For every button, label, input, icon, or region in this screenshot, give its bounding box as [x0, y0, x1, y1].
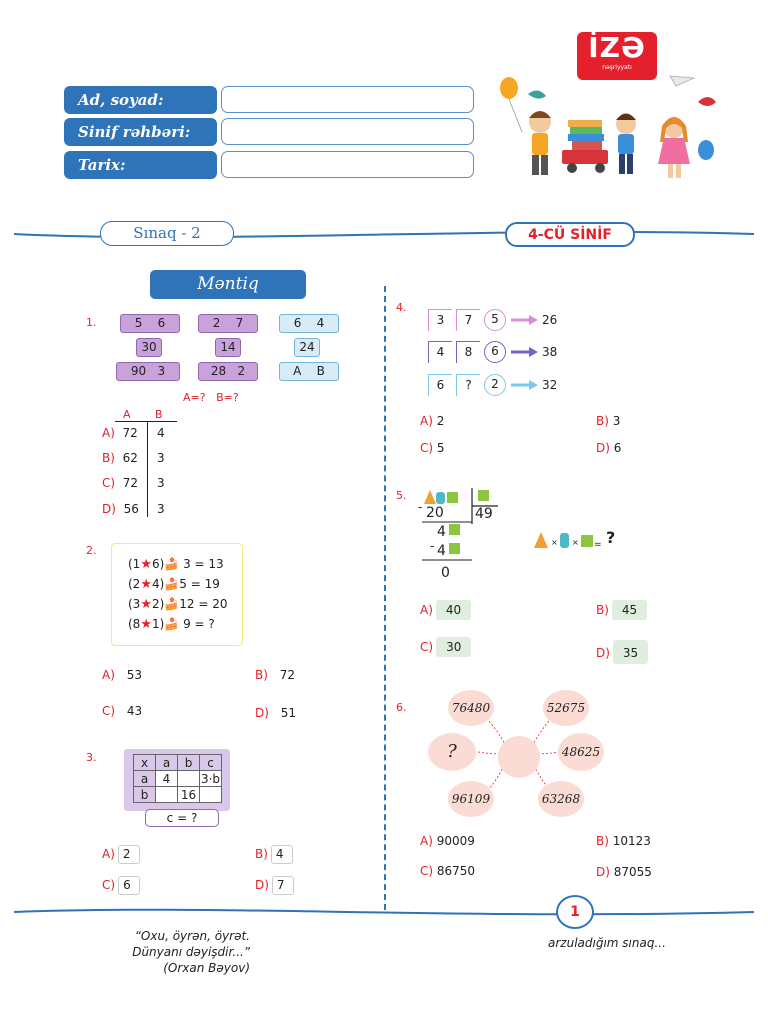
- logo-brand: İZƏ: [588, 31, 646, 64]
- q5-question: ?: [606, 528, 616, 547]
- q1-tile-bottom: 90 3: [116, 362, 180, 381]
- cylinder-icon: [560, 533, 569, 548]
- q6-blob: 76480: [448, 690, 494, 726]
- q4-option-a[interactable]: A) 2: [420, 414, 445, 428]
- logo-tagline: nəşriyyatı: [602, 64, 632, 71]
- svg-text:×: ×: [551, 538, 558, 547]
- q1-col-b: B: [155, 408, 163, 421]
- q1-tile-top: 6 4: [279, 314, 339, 333]
- arrow-right-icon: [511, 314, 539, 326]
- q1-tile-mid: 30: [136, 338, 162, 357]
- question-4-number: 4.: [396, 301, 407, 314]
- q2-option-a[interactable]: A) 53: [102, 666, 147, 685]
- star-icon: ★: [140, 577, 152, 592]
- footer-wave-line: [14, 900, 754, 926]
- q3-table: x a b c a 4 3·b b 16: [133, 754, 222, 803]
- q1-tile-mid: 24: [294, 338, 320, 357]
- q6-blob: 63268: [538, 781, 584, 817]
- q6-blob: 96109: [448, 781, 494, 817]
- name-label: Ad, soyad:: [64, 86, 217, 114]
- q5-remainder: 0: [441, 565, 450, 581]
- class-teacher-field[interactable]: [221, 118, 474, 145]
- q5-step1: 4: [437, 524, 446, 540]
- pyramid-icon: [534, 532, 548, 548]
- footer-quote: “Oxu, öyrən, öyrət. Dünyanı dəyişdir...” (Orxan Bəyov): [132, 929, 250, 975]
- question-6-number: 6.: [396, 701, 407, 714]
- q1-table-vline: [147, 421, 148, 517]
- q5-divisor: 49: [475, 506, 493, 522]
- date-field[interactable]: [221, 151, 474, 178]
- q4-cell: 4: [428, 341, 452, 363]
- q5-option-c[interactable]: C) 30: [420, 637, 471, 657]
- q5-option-d[interactable]: D) 35: [596, 640, 648, 664]
- q3-option-c[interactable]: C) 6: [102, 876, 140, 895]
- q2-option-c[interactable]: C) 43: [102, 702, 147, 721]
- footer-tagline: arzuladığım sınaq...: [548, 936, 666, 950]
- q4-cell: 6: [428, 374, 452, 396]
- q1-option-c[interactable]: C) 72: [102, 476, 138, 490]
- q2-option-b[interactable]: B) 72: [255, 666, 300, 685]
- star-icon: ★: [140, 597, 152, 612]
- q1-option-d-b: 3: [157, 502, 165, 516]
- q2-line: (1★6)🍰 3 = 13: [128, 557, 224, 572]
- section-title: Məntiq: [150, 270, 306, 299]
- q4-circle: 2: [484, 374, 506, 396]
- q4-option-b[interactable]: B) 3: [596, 414, 621, 428]
- q1-tile-bottom: 28 2: [198, 362, 258, 381]
- q3-option-d[interactable]: D) 7: [255, 876, 294, 895]
- q6-option-c[interactable]: C) 86750: [420, 864, 476, 878]
- question-5-number: 5.: [396, 489, 407, 502]
- name-field[interactable]: [221, 86, 474, 113]
- q1-option-d[interactable]: D) 56: [102, 502, 139, 516]
- question-1-number: 1.: [86, 316, 97, 329]
- q4-result: 38: [542, 345, 558, 359]
- q4-cell: ?: [456, 374, 480, 396]
- q1-tile-top: 5 6: [120, 314, 180, 333]
- test-name-pill: [100, 221, 234, 246]
- q3-table-card: [124, 749, 230, 811]
- q5-division-figure: [418, 484, 502, 584]
- date-label: Tarix:: [64, 151, 217, 179]
- q4-cell: 3: [428, 309, 452, 331]
- q2-line: (3★2)🍰12 = 20: [128, 597, 228, 612]
- q4-result: 26: [542, 313, 558, 327]
- q1-tile-top: 2 7: [198, 314, 258, 333]
- cube-icon: [581, 535, 593, 547]
- q5-option-b[interactable]: B) 45: [596, 600, 647, 620]
- question-3-number: 3.: [86, 751, 97, 764]
- arrow-right-icon: [511, 346, 539, 358]
- grade-pill: [505, 222, 635, 247]
- q5-shapes-product: [531, 528, 611, 552]
- q6-blob: 52675: [543, 690, 589, 726]
- q1-option-a-b: 4: [157, 426, 165, 440]
- q6-center-blob: [498, 736, 540, 778]
- q4-result: 32: [542, 378, 558, 392]
- class-teacher-label: Sinif rəhbəri:: [64, 118, 217, 146]
- q3-option-b[interactable]: B) 4: [255, 845, 293, 864]
- children-illustration: [492, 72, 722, 188]
- q1-col-a: A: [123, 408, 131, 421]
- q5-dividend: 20: [426, 505, 444, 521]
- q6-blob-unknown: ?: [428, 733, 476, 771]
- question-2-number: 2.: [86, 544, 97, 557]
- svg-text:=: =: [594, 540, 602, 550]
- q6-blob: 48625: [558, 733, 604, 771]
- q4-option-c[interactable]: C) 5: [420, 441, 445, 455]
- q2-option-d[interactable]: D) 51: [255, 704, 301, 723]
- q4-cell: 8: [456, 341, 480, 363]
- cake-icon: 🍰: [164, 557, 180, 571]
- test-name: Sınaq - 2: [133, 224, 201, 242]
- q2-line: (2★4)🍰5 = 19: [128, 577, 220, 592]
- svg-text:×: ×: [572, 538, 579, 547]
- q1-question: A=? B=?: [183, 391, 239, 404]
- grade-label: 4-CÜ SİNİF: [528, 227, 612, 243]
- q3-option-a[interactable]: A) 2: [102, 845, 140, 864]
- q5-minus-1: -: [418, 500, 423, 514]
- q5-option-a[interactable]: A) 40: [420, 600, 471, 620]
- q4-circle: 6: [484, 341, 506, 363]
- arrow-right-icon: [511, 379, 539, 391]
- q5-minus-2: -: [430, 539, 435, 553]
- q1-option-b-b: 3: [157, 451, 165, 465]
- cake-icon: 🍰: [164, 597, 180, 611]
- q2-line: (8★1)🍰 9 = ?: [128, 617, 215, 632]
- q1-option-a[interactable]: A) 72: [102, 426, 138, 440]
- q1-table-hline: [115, 421, 177, 422]
- q1-option-c-b: 3: [157, 476, 165, 490]
- cake-icon: 🍰: [164, 617, 180, 631]
- q4-cell: 7: [456, 309, 480, 331]
- star-icon: ★: [140, 557, 152, 572]
- page-number: 1: [556, 895, 594, 929]
- q6-option-d[interactable]: D) 87055: [596, 865, 652, 879]
- q4-circle: 5: [484, 309, 506, 331]
- q6-option-b[interactable]: B) 10123: [596, 834, 651, 848]
- q1-option-b[interactable]: B) 62: [102, 451, 138, 465]
- q6-option-a[interactable]: A) 90009: [420, 834, 475, 848]
- q3-question: c = ?: [145, 809, 219, 827]
- cake-icon: 🍰: [164, 577, 180, 591]
- q1-tile-mid: 14: [215, 338, 241, 357]
- q1-tile-bottom: A B: [279, 362, 339, 381]
- q4-option-d[interactable]: D) 6: [596, 441, 622, 455]
- column-divider: [384, 286, 386, 910]
- star-icon: ★: [140, 617, 152, 632]
- q5-step2: 4: [437, 543, 446, 559]
